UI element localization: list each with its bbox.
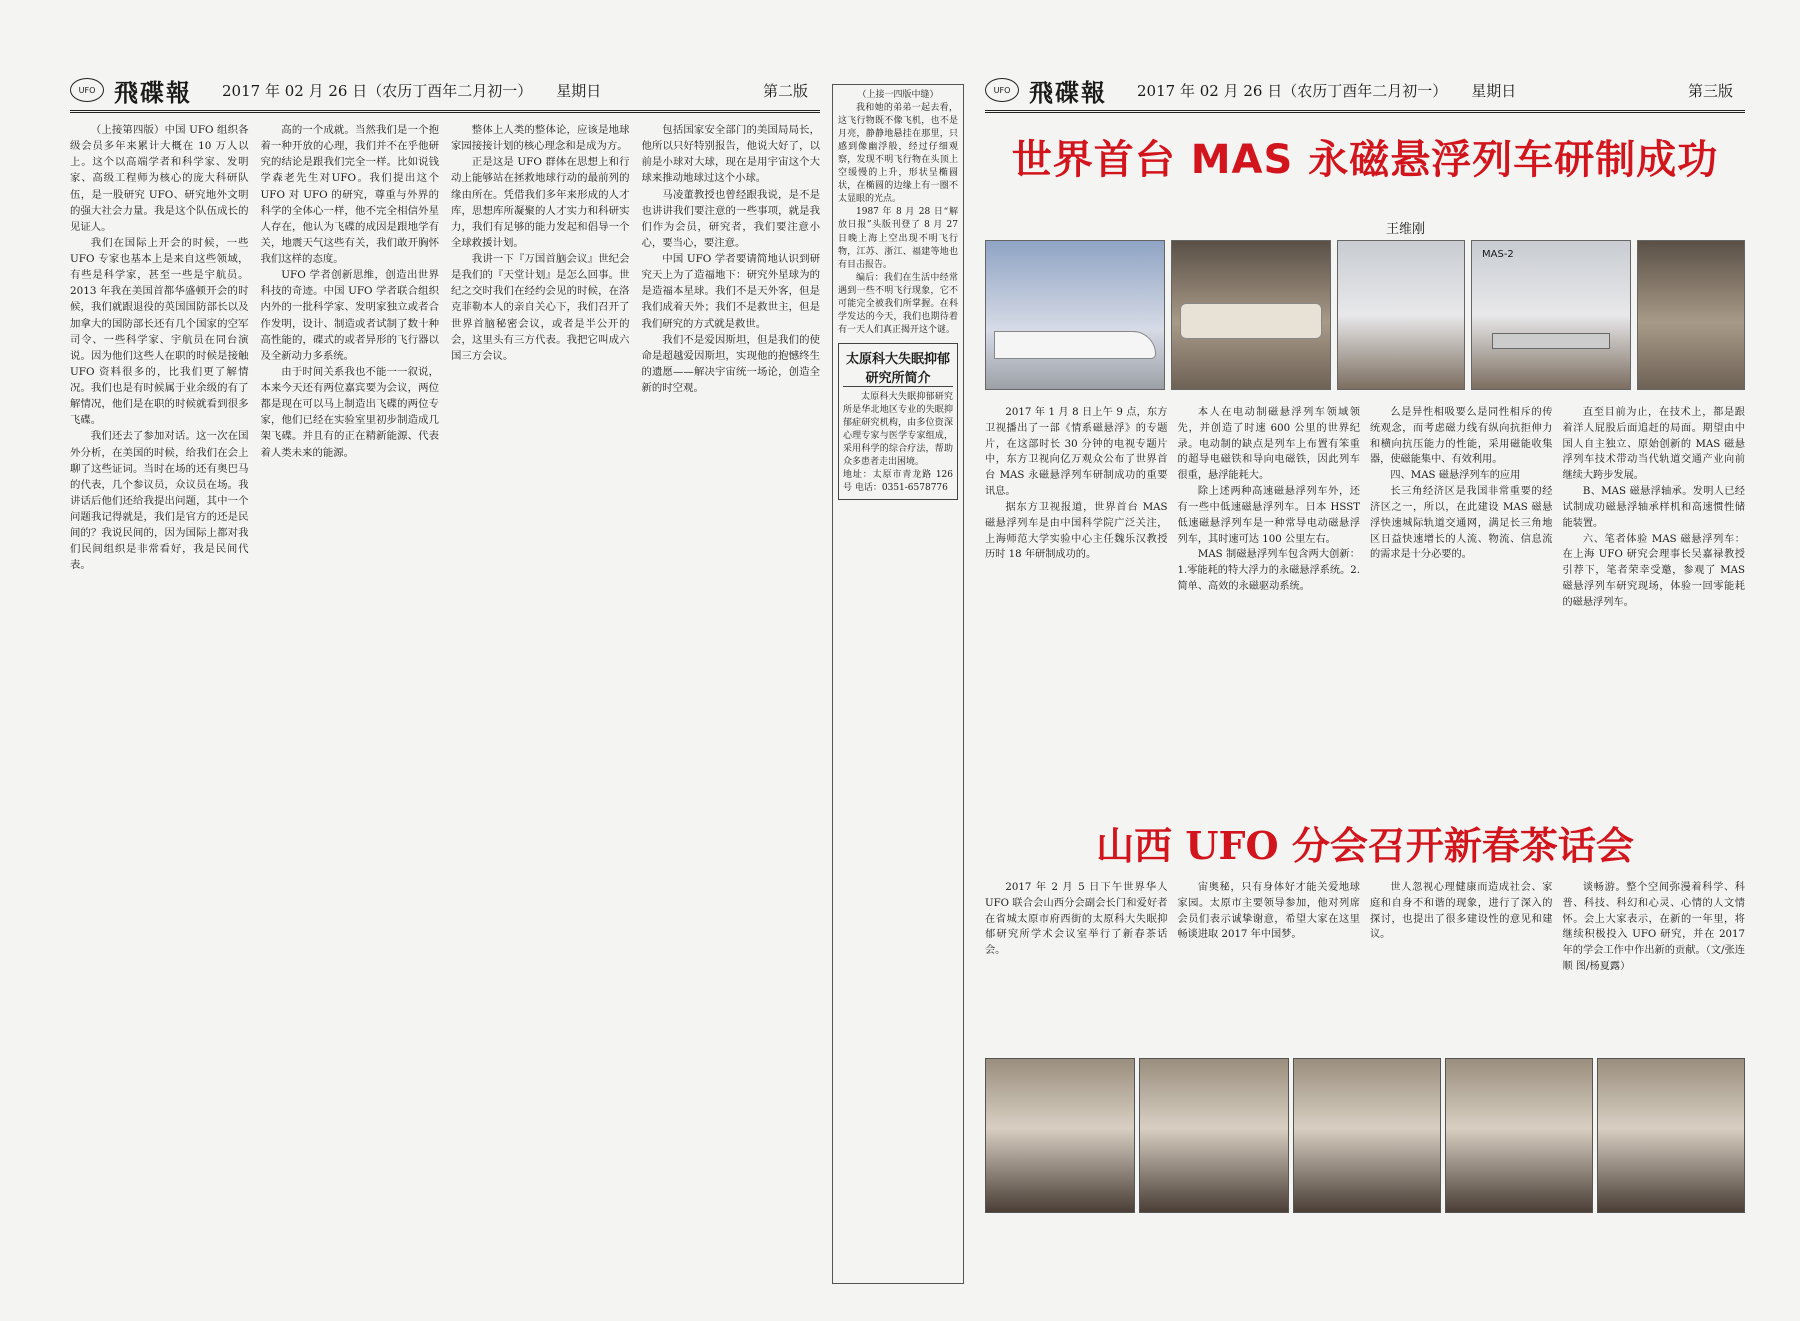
section-heading: 四、MAS 磁悬浮列车的应用 <box>1390 470 1521 482</box>
page-two <box>70 70 820 1285</box>
institute-text: 太原科大失眠抑郁研究所是华北地区专业的失眠抑郁症研究机构，由多位资深心理专家与医学专家组成，采用科学的综合疗法，帮助众多患者走出困境。 <box>843 391 953 468</box>
paragraph: 正是这是 UFO 群体在思想上和行动上能够站在拯救地球行动的最前列的缘由所在。凭借我们多年来形成的人才库，思想库所凝聚的人才实力和科研实力，我们有足够的能力发起和倡导一个全球救援计划。 <box>451 156 630 249</box>
paragraph: 我们在国际上开会的时候，一些 UFO 专家也基本上是来自这些领域，有些是科学家，甚至一些是宇航员。2013 年我在美国首都华盛顿开会的时候，我们就跟退役的英国国防部长以及加拿大的国防部长还有几个国家的空军司令、一些科学家、宇航员在同台演说。因为他们这些人在职的时候是接触 UFO 资料很多的，比我们更了解情况。我们也是有时候属于业余级的有了解情况，他们是在职的时候就看到很多飞碟。 <box>70 236 249 427</box>
paragraph: 高的一个成就。当然我们是一个抱着一种开放的心理，我们并不在乎他研究的结论是跟我们完全一样。比如说钱学森老先生对UFO。我们提出这个 UFO 对 UFO 的研究，尊重与外界的科学的全体心一样，他不完全相信外星人存在，他认为飞碟的成因是跟地学有关，地震天气这些有关，我们敢开胸怀我们这样的态度。 <box>260 124 439 265</box>
paragraph: 2017 年 2 月 5 日下午世界华人 UFO 联合会山西分会副会长门和爱好者在省城太原市府西街的太原科大失眠抑郁研究所学术会议室举行了新春茶话会。 <box>985 882 1168 957</box>
article-column <box>1178 405 1361 805</box>
maglev-article <box>985 405 1745 805</box>
gutter-note: （上接一四版中缝） <box>857 90 939 100</box>
photo-meeting <box>1445 1058 1593 1213</box>
masthead: 飛碟報 <box>1029 77 1107 107</box>
paragraph: 本人在电动制磁悬浮列车领域领先，并创造了时速 600 公里的世界纪录。电动制的缺点是列车上布置有笨重的超导电磁铁和导向电磁铁，因此列车很重，悬浮能耗大。 <box>1177 407 1360 482</box>
photo-meeting <box>1597 1058 1745 1213</box>
paragraph: 谈畅游。整个空间弥漫着科学、科普、科技、科幻和心灵、心情的人文情怀。会上大家表示，在新的一年里，将继续积极投入 UFO 研究，并在 2017 年的学会工作中作出新的贡献。（文/张连顺 图/杨夏露） <box>1562 882 1745 973</box>
paragraph: （上接第四版）中国 UFO 组织各级会员多年来累计大概在 10 万人以上。这个以高端学者和科学家、发明家、高级工程师为核心的庞大科研队伍，是一股研究 UFO、研究地外文明的强大社会力量。我是这个队伍成长的见证人。 <box>70 124 249 233</box>
article-column <box>261 122 440 574</box>
photo-inventor <box>1337 240 1465 390</box>
institute-contact: 地址：太原市青龙路 126 号 电话：0351-6578776 <box>843 470 953 494</box>
weekday: 星期日 <box>556 81 602 100</box>
article-column <box>70 122 249 574</box>
paragraph: 直至目前为止，在技术上，都是跟着洋人屁股后面追赶的局面。期望由中国人自主独立、原始创新的 MAS 磁悬浮列车技术带动当代轨道交通产业向前继续大跨步发展。 <box>1562 407 1745 482</box>
masthead: 飛碟報 <box>114 77 192 107</box>
paragraph: 宙奥秘，只有身体好才能关爱地球家园。太原市主要领导参加，他对列席会员们表示诚挚谢意，希望大家在这里畅谈进取 2017 年中国梦。 <box>1177 882 1360 941</box>
article-column <box>1178 880 1361 1050</box>
headline-maglev: 世界首台 MAS 永磁悬浮列车研制成功 <box>1011 137 1719 183</box>
edition-number: 第二版 <box>762 81 808 100</box>
paragraph: 编后：我们在生活中经常遇到一些不明飞行现象，它不可能完全被我们所掌握。在科学发达的今天，我们也期待着有一天人们真正揭开这个谜。 <box>838 272 958 335</box>
page-two-columns <box>70 122 820 574</box>
institute-title: 太原科大失眠抑郁研究所简介 <box>843 348 953 387</box>
paragraph: 六、笔者体验 MAS 磁悬浮列车：在上海 UFO 研究会理事长吴嘉禄教授引荐下，笔者荣幸受邀，参观了 MAS 磁悬浮列车研究现场，体验一回零能耗的磁悬浮列车。 <box>1562 533 1745 608</box>
photo-meeting <box>1293 1058 1441 1213</box>
paragraph: 长三角经济区是我国非常重要的经济区之一，所以，在此建设 MAS 磁悬浮快速城际轨道交通网，满足长三角地区日益快速增长的人流、物流、信息流的需求是十分必要的。 <box>1370 486 1553 561</box>
paragraph: MAS 制磁悬浮列车包含两大创新：1.零能耗的特大浮力的永磁悬浮系统。2.简单、高效的永磁驱动系统。 <box>1177 549 1360 592</box>
paragraph: 包括国家安全部门的美国局局长，他所以只好特别报告，他说大好了，以前是小球对大球，现在是用宇宙这个大球来推动地球过这个小球。 <box>641 124 820 185</box>
center-gutter <box>832 84 964 1284</box>
paragraph: 2017 年 1 月 8 日上午 9 点，东方卫视播出了一部《情系磁悬浮》的专题片，在这部时长 30 分钟的电视专题片中，东方卫视向亿万观众公布了世界首台 MAS 永磁悬浮列车研制成功的重要讯息。 <box>985 407 1168 498</box>
issue-date: 2017 年 02 月 26 日（农历丁酉年二月初一） <box>1137 81 1448 100</box>
photo-maglev-car <box>1171 240 1331 390</box>
paragraph: B、MAS 磁悬浮轴承。发明人已经试制成功磁悬浮轴承样机和高速惯性储能装置。 <box>1562 486 1745 529</box>
article-column <box>642 122 821 574</box>
paragraph: 马凌董教授也曾经跟我说，是不是也讲讲我们要注意的一些事项，就是我们作为会员，研究者，我们要注意小心，要当心，要注意。 <box>641 188 820 249</box>
paragraph: 我讲一下『万国首脑会议』世纪会是我们的『天堂计划』是怎么回事。世纪之交时我们在经约会见的时候，在洛克菲勒本人的亲自关心下，我们召开了世界首脑秘密会议，或者是半公开的会，这里头有三方代表。我把它叫成六国三方会议。 <box>451 253 630 362</box>
photo-high-speed-train <box>985 240 1165 390</box>
paragraph: 据东方卫视报道，世界首台 MAS 磁悬浮列车是由中国科学院广泛关注，上海师范大学实验中心主任魏乐汉教授历时 18 年研制成功的。 <box>985 501 1168 561</box>
institute-box <box>838 343 958 500</box>
page-two-header <box>70 70 820 113</box>
article-column <box>451 122 630 574</box>
article-column <box>985 880 1168 1050</box>
article-column <box>985 405 1168 805</box>
edition-number: 第三版 <box>1687 81 1733 100</box>
paragraph: 由于时间关系我也不能一一叙说，本来今天还有两位嘉宾要为会议，两位都是现在可以马上制造出飞碟的两位专家，他们已经在实验室里初步制造成几架飞碟。并且有的正在精新能源、代表着人类未来的能源。 <box>260 365 439 459</box>
article-column <box>1370 880 1553 1050</box>
page-three-header <box>985 70 1745 113</box>
paragraph: 我和她的弟弟一起去看，这飞行物既不像飞机，也不是月亮，静静地悬挂在那里，只感到像幽浮般，经过仔细观察，发现不明飞行物在头顶上空缓慢的上升，形状呈椭圆状，在椭圆的边缘上有一圈不太显眼的光点。 <box>838 103 958 205</box>
article-column <box>1370 405 1553 805</box>
headline-tea-party: 山西 UFO 分会召开新春茶话会 <box>1096 823 1634 868</box>
photo-meeting <box>985 1058 1135 1213</box>
gutter-text <box>838 89 958 337</box>
model-label: MAS-2 <box>1482 249 1514 260</box>
byline: 王维刚 <box>1385 222 1425 237</box>
tea-party-article <box>985 880 1745 1050</box>
paragraph: 中国 UFO 学者要请简地认识到研究天上为了造福地下：研究外星球为的是造福本星球。我们不是天外客，但是我们成着天外；我们不是救世主，但是我们研究的方式就是救世。 <box>641 253 820 330</box>
ufo-logo-icon: UFO <box>985 78 1019 102</box>
paragraph: 么是异性相吸要么是同性相斥的传统观念，而考虑磁力线有纵向抗拒伸力和横向抗压能力的性能，采用磁能收集器，使磁能集中、有效利用。 <box>1370 407 1553 466</box>
issue-date: 2017 年 02 月 26 日（农历丁酉年二月初一） <box>222 81 533 100</box>
photo-mas2-model <box>1471 240 1631 390</box>
weekday: 星期日 <box>1471 81 1517 100</box>
paragraph: 整体上人类的整体论，应该是地球家园接接计划的核心理念和是成为方。 <box>451 124 630 153</box>
paragraph: 1987 年 8 月 28 日“解放日报”头版刊登了 8 月 27 日晚上海上空出现不明飞行物，江苏、浙江、福建等地也有目击报告。 <box>838 207 958 270</box>
photo-test-track <box>1637 240 1745 390</box>
page-three <box>985 70 1745 1285</box>
paragraph: 我们不是爱因斯坦，但是我们的使命是超越爱因斯坦，实现他的抱憾终生的遗愿——解决宇宙统一场论，创造全新的时空观。 <box>641 333 820 394</box>
paragraph: 世人忽视心理健康而造成社会、家庭和自身不和谐的现象，进行了深入的探讨，也提出了很多建设性的意见和建议。 <box>1370 882 1553 941</box>
paragraph: 我们还去了参加对话。这一次在国外分析，在美国的时候，给我们在会上聊了这些证词。当时在场的还有奥巴马的代表，几个参议员，众议员在场。我讲话后他们还给我提出问题，其中一个问题我记得就是，我们是官方的还是民间的？我说民间的，因为国际上都对我们民间组织是非常看好，我是民间代表。 <box>70 430 249 572</box>
article-column <box>1563 405 1746 805</box>
ufo-logo-icon: UFO <box>70 78 104 102</box>
article-column <box>1563 880 1746 1050</box>
paragraph: 除上述两种高速磁悬浮列车外，还有一些中低速磁悬浮列车。日本 HSST 低速磁悬浮列车是一种常导电动磁悬浮列车，其时速可达 100 公里左右。 <box>1177 486 1360 545</box>
photo-meeting <box>1139 1058 1289 1213</box>
paragraph: UFO 学者创新思维，创造出世界科技的奇迹。中国 UFO 学者联合组织内外的一批科学家、发明家独立或者合作发明，设计、制造或者试制了数十种高性能的，碟式的或者异形的飞行器以及全新动力多系统。 <box>260 269 439 362</box>
maglev-photos <box>985 240 1745 390</box>
tea-party-photos <box>985 1058 1745 1218</box>
